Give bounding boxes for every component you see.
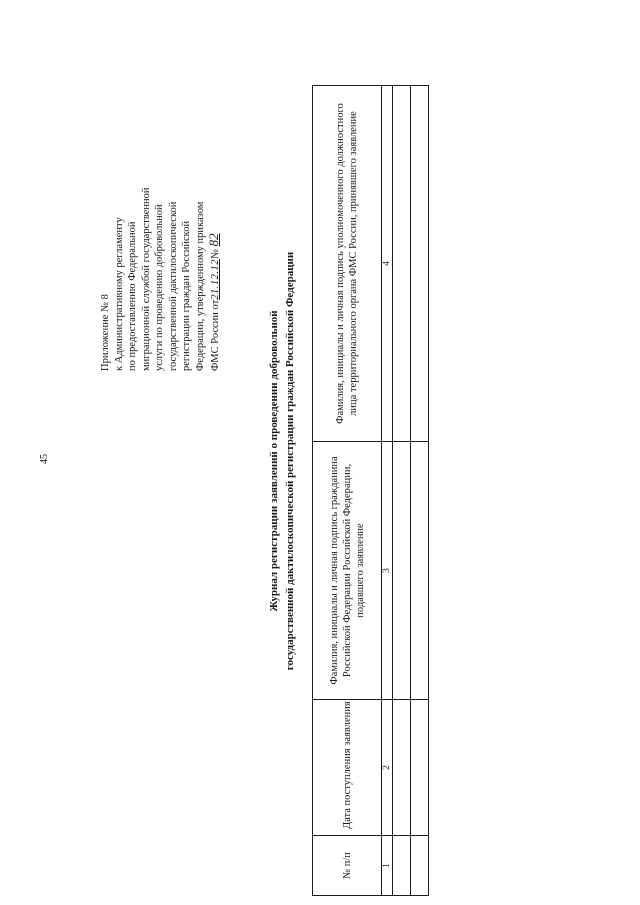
header-cell-number: № п/п <box>313 836 382 896</box>
table-cell <box>411 86 429 442</box>
table-cell <box>393 86 411 442</box>
header-cell-date: Дата поступления заявления <box>313 700 382 836</box>
journal-title-line2: государственной дактилоскопической регистрации граждан Российской Федерации <box>284 251 296 671</box>
order-prefix: ФМС России от <box>210 299 221 371</box>
annex-line: Федерации, утвержденному приказом <box>194 201 206 371</box>
header-cell-applicant: Фамилия, инициалы и личная подпись гражданина Российской Федерации Российской Федерации, подавшего заявление <box>313 442 382 700</box>
table-cell <box>393 442 411 700</box>
header-cell-official: Фамилия, инициалы и личная подпись уполномоченного должностного лица территориального органа ФМС России, принявшего заявление <box>313 86 382 442</box>
table-cell <box>411 700 429 836</box>
journal-title-line1: Журнал регистрации заявлений о проведении добровольной <box>268 310 280 612</box>
annex-block <box>99 131 221 371</box>
column-number: 2 <box>382 700 393 836</box>
journal-title <box>266 121 298 801</box>
column-number-row <box>382 86 393 896</box>
table-cell <box>411 836 429 896</box>
annex-line: по предоставлению Федеральной <box>127 221 138 371</box>
table-cell <box>393 700 411 836</box>
column-number: 1 <box>382 836 393 896</box>
page-number: 45 <box>39 454 50 464</box>
order-number: 82 <box>206 233 221 247</box>
table-cell <box>393 836 411 896</box>
order-date: 21.12.12 <box>210 259 221 300</box>
annex-line: к Административному регламенту <box>113 217 125 371</box>
column-number: 4 <box>382 86 393 442</box>
order-line <box>207 131 223 371</box>
journal-table-wrapper <box>312 86 430 896</box>
order-number-label: № <box>210 248 221 260</box>
annex-line: Приложение № 8 <box>100 294 111 371</box>
annex-line: миграционной службой государственной <box>140 187 152 371</box>
column-number: 3 <box>382 442 393 700</box>
table-row <box>393 86 411 896</box>
table-cell <box>411 442 429 700</box>
table-row <box>411 86 429 896</box>
annex-line: государственной дактилоскопической <box>167 201 179 371</box>
journal-table <box>312 85 429 896</box>
table-header-row <box>313 86 382 896</box>
annex-line: регистрации граждан Российской <box>181 220 192 371</box>
annex-line: услуги по проведению добровольной <box>154 204 165 371</box>
